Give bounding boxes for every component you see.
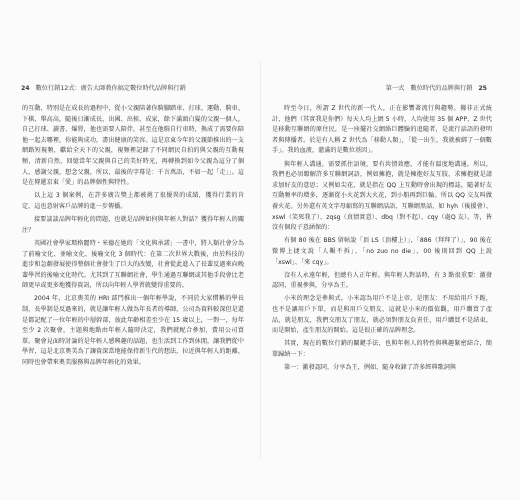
paragraph: 小米的理念是參與式。小米認為用戶不是上帝，是朋友：不用給用戶下跪，也不是讓用戶下單，而是與用戶交朋友，這就是小米的價值觀，用戶購買了產品，就是朋友，我們交朋友了朋友，就必須對朋友負責任，用戶購買不是結束，而是開始，產生朋友的開始。這是很正確的品牌理念。 <box>272 295 492 335</box>
paragraph: 有個 80 後在 BBS 留帖說「頂 LS（頂樓上）」，「886（拜拜了）」，90 後在微博上捷文說「人艱不拆」、「no zuo no die」，00 後則回到 QQ 上說「xswl」、「來 cqy」。 <box>272 237 492 266</box>
left-running-head <box>21 83 186 92</box>
paragraph: 英國社會學家瑪格麗特・米德在她的「文化與承諾」一書中，將人類社會分為了前喻文化、並喻文化、後喻文化 3 個時代：在第二次世界大戰後，由於科技的進步和急劇發展使得整個社會發生了巨大的改變，社會從此進入了長輩反過來向晚輩學習的後喻文化時代。尤其到了互聯網社會，學生通過互聯網或其他手段會比老師更早或更多地獲得資訊，所以向年輕人學習就變得重要的。 <box>22 239 244 290</box>
right-page-number: 25 <box>478 85 487 92</box>
paragraph: 沒有人永遠年輕，但總有人正年輕。與年輕人對話時，有 3 點很重要：激發認同，重視參與，分享為王。 <box>272 271 492 290</box>
right-page-body <box>272 104 492 376</box>
paragraph: 接要談談品牌年輕化的問題，也就是品牌如何與年輕人對話？獲得年輕人的關注？ <box>22 216 244 234</box>
paragraph: 以上這 3 個案例，在許多廣告獎上都被挑了很優異的成績，獲得行業的肯定，這也意射客戶品牌的進一步傳播。 <box>22 192 244 210</box>
right-header-title: 第一式 數位時代的品牌與行銷 <box>385 85 473 92</box>
left-page-number: 24 <box>21 85 30 92</box>
paragraph: 第一：激發認同，分享為王，例如，隨身收錄了許多經典歌詞與 <box>284 364 457 372</box>
page-gutter <box>260 60 261 460</box>
left-page-body <box>22 104 244 371</box>
paragraph: 與年輕人溝通，需要抓住語境，要有共情效應，才能有溫度地溝通。所以，我們也必須瞭解許多互聯網詞語，例如擁抱，就是擁抱好友互肢，求擁抱就是請求加好友的意思；又例如尖花，就是指在 QQ 上互動時會出現的標誌，隨著好友互動頻率的增多，逐漸從小火花到大火花，到小船再到巨輪。所以 QQ 交友叫做養火花。另外還有英文字母縮寫的互聯網話語，互聯網黑話，如 hyh（後援會）、xswl（笑死我了）、zqsg（真情實意）、dbq（對不起）、cqy（處Q 友）。等，皆沒有個段子意涵保的： <box>272 160 492 232</box>
paragraph: 的互動，特別是在成長的過程中，從小父親陪著你騎腳踏車、打球、運動、騎車、下棋、舉高高，隨後日漸成長，出國、出候、成家，餘下滿頭白髮的父親一個人，自己打球、讀書、爆腎，他也需要人陪伴，甚至在他騎自行車時，換成了需要你陪他一起去哪裡，你能夠成功，盡出健康的笑容。這是京東今年的父親節推出的一支網路短視頻，獻給全天下的父親，視頻裡記錄了不同網民自拍的與父親的互動視頻，清新自然，回憶當年父親與自己的美好時光，再轉換到如今父親為這分了個人、感謝父親，想念父親，所以，最後的字幕是：千言萬語，不如一起「走」」。這是在傳遞京東「愛」的品牌個性與特性。 <box>22 105 244 187</box>
paragraph: 2004 年，北京奧美的 HRI 部門推出一個年輕學說，不同於大家慣稱的學長制，長學制是反過來的，就是讓年輕人做為年長者的導師，公司為資料較深但是還是都記配了一位年輕的中層幹部，彼此年齡相差至少在 15 歲以上，一對一，每年至少 2 次聚會，主題與地點由年輕人隨時決定，我們就配合參加，費用公司買單。聚會見面時討論的是年輕人感興趣的話題，也生活到工作到休閒，讓我們從中學習，這是北京奧美為了讓資深當地能保持新生代的想法，拉近與年輕人的距離，同時也會帶來奧美服務與品牌年輕化的效果。 <box>22 295 244 367</box>
paragraph: 其實，現在的數位行銷的關鍵手法，也與年輕人的特性與興趣緊密結合，簡單歸納一下： <box>272 340 492 359</box>
left-header-title: 數位行銷12式：廣告大師教你搞定數位時代品牌與行銷 <box>35 85 186 92</box>
right-running-head <box>386 83 487 92</box>
paragraph: 時至今日，所謂 Z 世代的新一代人，正在影響著流行與趨勢。據非正式統計，他們（其實我是你們）每天人均上網 5 小時，人均使用 35 個 APP，Z 世代是移動互聯網的原住民，是一座擺社交網絡巨體驗的追隨者，是流行話語的發明者與傳播者。於是有人稱 Z 世代為「移動人類」，「從一出生，我就被綁了一個數手」。我的血液，灌滿的是數位基因」。 <box>272 105 492 155</box>
